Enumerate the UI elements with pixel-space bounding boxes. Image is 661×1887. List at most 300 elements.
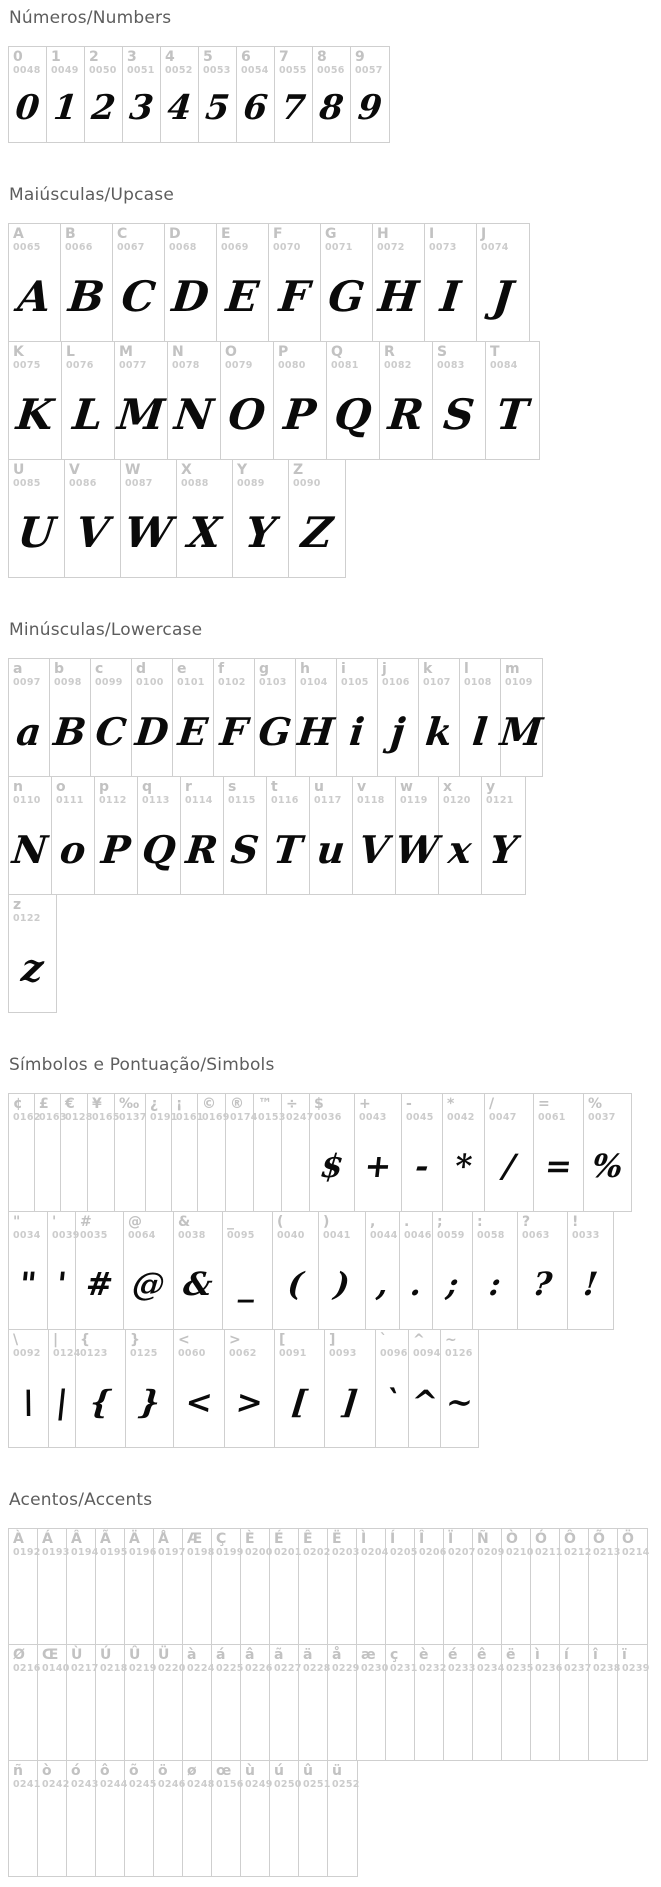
cell-unicode-code: 0101 xyxy=(177,676,205,688)
cell-glyph: T xyxy=(271,826,305,872)
cell-glyph xyxy=(560,1558,593,1642)
char-cell xyxy=(237,47,275,142)
cell-char-label: Y xyxy=(237,462,248,478)
cell-unicode-code: 0119 xyxy=(400,794,428,806)
cell-glyph: N xyxy=(10,826,50,872)
cell-glyph: 3 xyxy=(127,87,156,128)
glyph-row xyxy=(8,658,543,777)
cell-glyph xyxy=(531,1674,564,1758)
cell-char-label: ë xyxy=(506,1647,516,1663)
cell-char-label: d xyxy=(136,661,147,677)
char-cell xyxy=(433,342,486,459)
char-cell xyxy=(9,1330,49,1447)
cell-unicode-code: 0198 xyxy=(187,1546,215,1558)
char-cell xyxy=(419,659,460,776)
cell-glyph: * xyxy=(453,1146,474,1185)
font-section xyxy=(8,185,661,578)
cell-glyph: = xyxy=(543,1146,574,1185)
cell-char-label: o xyxy=(56,779,66,795)
cell-glyph: 4 xyxy=(165,87,194,128)
cell-glyph xyxy=(114,1123,149,1209)
cell-char-label: â xyxy=(245,1647,255,1663)
cell-char-label: è xyxy=(419,1647,429,1663)
cell-char-label: ¢ xyxy=(13,1096,23,1112)
char-cell xyxy=(199,47,237,142)
cell-char-label: Ä xyxy=(129,1531,140,1547)
char-cell xyxy=(589,1529,621,1644)
char-cell xyxy=(221,342,274,459)
cell-char-label: P xyxy=(278,344,289,360)
char-cell xyxy=(138,777,181,894)
cell-char-label: > xyxy=(229,1332,241,1348)
cell-unicode-code: 0174 xyxy=(230,1111,258,1123)
char-cell xyxy=(353,777,396,894)
cell-glyph: { xyxy=(88,1382,113,1421)
char-cell xyxy=(270,1645,302,1760)
char-cell xyxy=(9,460,65,577)
glyph-row xyxy=(8,459,346,578)
cell-glyph xyxy=(183,1558,216,1642)
cell-char-label: ó xyxy=(71,1763,81,1779)
char-cell xyxy=(65,460,121,577)
cell-char-label: A xyxy=(13,226,24,242)
cell-unicode-code: 0068 xyxy=(169,241,197,253)
cell-unicode-code: 0079 xyxy=(225,359,253,371)
char-cell xyxy=(9,895,56,1012)
cell-char-label: a xyxy=(13,661,23,677)
char-cell xyxy=(328,1761,360,1876)
char-cell xyxy=(498,659,545,776)
cell-unicode-code: 0228 xyxy=(303,1662,331,1674)
cell-unicode-code: 0063 xyxy=(522,1229,550,1241)
char-cell xyxy=(531,1529,563,1644)
cell-glyph: } xyxy=(137,1382,162,1421)
cell-char-label: ' xyxy=(52,1214,57,1230)
cell-unicode-code: 0040 xyxy=(277,1229,305,1241)
char-cell xyxy=(409,1330,441,1447)
cell-unicode-code: 0227 xyxy=(274,1662,302,1674)
cell-char-label: ì xyxy=(535,1647,540,1663)
cell-char-label: Á xyxy=(42,1531,53,1547)
cell-glyph: , xyxy=(374,1264,391,1303)
cell-unicode-code: 0066 xyxy=(65,241,93,253)
cell-unicode-code: 0117 xyxy=(314,794,342,806)
char-cell xyxy=(327,342,380,459)
cell-glyph: G xyxy=(256,708,294,754)
cell-char-label: Q xyxy=(331,344,343,360)
cell-glyph: B xyxy=(66,271,107,321)
cell-unicode-code: 0099 xyxy=(95,676,123,688)
cell-char-label: ™ xyxy=(258,1096,272,1112)
cell-unicode-code: 0062 xyxy=(229,1347,257,1359)
cell-unicode-code: 0156 xyxy=(216,1778,244,1790)
cell-glyph: E xyxy=(223,271,262,321)
cell-unicode-code: 0235 xyxy=(506,1662,534,1674)
char-cell xyxy=(174,1212,223,1329)
char-cell xyxy=(121,460,177,577)
cell-char-label: w xyxy=(400,779,413,795)
cell-char-label: r xyxy=(185,779,192,795)
font-section xyxy=(8,1490,661,1877)
cell-glyph xyxy=(9,1790,42,1874)
cell-glyph: Z xyxy=(299,507,335,557)
cell-char-label: ] xyxy=(329,1332,336,1348)
cell-char-label: ` xyxy=(380,1332,387,1348)
cell-unicode-code: 0076 xyxy=(66,359,94,371)
cell-char-label: 8 xyxy=(317,49,327,65)
cell-glyph: u xyxy=(314,826,348,872)
cell-glyph: 0 xyxy=(13,87,42,128)
char-cell xyxy=(61,1094,93,1211)
cell-unicode-code: 0248 xyxy=(187,1778,215,1790)
cell-unicode-code: 0050 xyxy=(89,64,117,76)
char-cell xyxy=(76,1330,126,1447)
cell-unicode-code: 0110 xyxy=(13,794,41,806)
cell-unicode-code: 0250 xyxy=(274,1778,302,1790)
char-cell xyxy=(378,659,419,776)
char-cell xyxy=(321,224,373,341)
cell-unicode-code: 0061 xyxy=(538,1111,566,1123)
char-cell xyxy=(444,1529,476,1644)
cell-glyph xyxy=(125,1674,158,1758)
char-cell xyxy=(173,659,214,776)
cell-unicode-code: 0137 xyxy=(119,1111,147,1123)
cell-glyph xyxy=(212,1674,245,1758)
cell-unicode-code: 0047 xyxy=(489,1111,517,1123)
cell-glyph xyxy=(125,1558,158,1642)
cell-unicode-code: 0122 xyxy=(13,912,41,924)
char-cell xyxy=(270,1529,302,1644)
cell-char-label: C xyxy=(117,226,128,242)
cell-glyph xyxy=(299,1790,332,1874)
cell-char-label: e xyxy=(177,661,187,677)
cell-unicode-code: 0114 xyxy=(185,794,213,806)
cell-char-label: ‰ xyxy=(119,1096,140,1112)
cell-unicode-code: 0163 xyxy=(39,1111,67,1123)
char-cell xyxy=(425,224,477,341)
cell-char-label: 7 xyxy=(279,49,289,65)
cell-unicode-code: 0197 xyxy=(158,1546,186,1558)
cell-char-label: ) xyxy=(323,1214,330,1230)
char-cell xyxy=(560,1645,592,1760)
cell-char-label: É xyxy=(274,1531,284,1547)
char-cell xyxy=(386,1529,418,1644)
cell-char-label: B xyxy=(65,226,76,242)
cell-char-label: " xyxy=(13,1214,21,1230)
cell-unicode-code: 0096 xyxy=(380,1347,408,1359)
cell-unicode-code: 0098 xyxy=(54,676,82,688)
cell-unicode-code: 0105 xyxy=(341,676,369,688)
cell-unicode-code: 0108 xyxy=(464,676,492,688)
cell-glyph: k xyxy=(423,708,455,754)
cell-unicode-code: 0041 xyxy=(323,1229,351,1241)
cell-char-label: S xyxy=(437,344,448,360)
cell-char-label: œ xyxy=(216,1763,232,1779)
cell-glyph xyxy=(154,1558,187,1642)
cell-unicode-code: 0091 xyxy=(279,1347,307,1359)
cell-unicode-code: 0118 xyxy=(357,794,385,806)
cell-unicode-code: 0216 xyxy=(13,1662,41,1674)
char-cell xyxy=(313,47,351,142)
font-section xyxy=(8,1055,661,1448)
character-map xyxy=(8,8,661,1877)
cell-unicode-code: 0226 xyxy=(245,1662,273,1674)
char-cell xyxy=(584,1094,631,1211)
char-cell xyxy=(9,1529,41,1644)
cell-char-label: £ xyxy=(39,1096,49,1112)
cell-char-label: ! xyxy=(572,1214,579,1230)
cell-unicode-code: 0065 xyxy=(13,241,41,253)
cell-char-label: O xyxy=(225,344,237,360)
char-cell xyxy=(373,224,425,341)
char-cell xyxy=(415,1645,447,1760)
cell-unicode-code: 0213 xyxy=(593,1546,621,1558)
char-cell xyxy=(9,1094,41,1211)
glyph-row xyxy=(8,341,540,460)
cell-unicode-code: 0100 xyxy=(136,676,164,688)
cell-unicode-code: 0120 xyxy=(443,794,471,806)
cell-unicode-code: 0194 xyxy=(71,1546,99,1558)
char-cell xyxy=(181,777,224,894)
cell-glyph: L xyxy=(70,389,106,439)
cell-glyph xyxy=(38,1674,71,1758)
char-cell xyxy=(473,1645,505,1760)
char-cell xyxy=(460,659,501,776)
cell-glyph: M xyxy=(115,389,167,439)
cell-unicode-code: 0051 xyxy=(127,64,155,76)
cell-glyph: x xyxy=(446,826,474,872)
char-cell xyxy=(241,1761,273,1876)
cell-glyph xyxy=(241,1674,274,1758)
char-cell xyxy=(486,342,539,459)
char-cell xyxy=(618,1529,650,1644)
char-cell xyxy=(165,224,217,341)
cell-unicode-code: 0103 xyxy=(259,676,287,688)
char-cell xyxy=(482,777,525,894)
cell-glyph: 9 xyxy=(356,87,384,128)
cell-char-label: . xyxy=(404,1214,410,1230)
char-cell xyxy=(289,460,345,577)
glyph-row xyxy=(8,46,390,143)
glyph-row xyxy=(8,1211,614,1330)
cell-unicode-code: 0102 xyxy=(218,676,246,688)
cell-char-label: © xyxy=(202,1096,216,1112)
cell-glyph xyxy=(357,1558,390,1642)
char-cell xyxy=(62,342,115,459)
char-cell xyxy=(132,659,173,776)
char-cell xyxy=(214,659,255,776)
cell-char-label: Æ xyxy=(187,1531,203,1547)
cell-unicode-code: 0219 xyxy=(129,1662,157,1674)
cell-glyph: ) xyxy=(332,1264,352,1303)
cell-unicode-code: 0242 xyxy=(42,1778,70,1790)
cell-unicode-code: 0069 xyxy=(221,241,249,253)
cell-unicode-code: 0229 xyxy=(332,1662,360,1674)
cell-glyph xyxy=(60,1123,91,1209)
cell-glyph: 7 xyxy=(279,87,308,128)
section-title: Números/Numbers xyxy=(9,8,172,28)
cell-glyph: V xyxy=(73,507,112,557)
cell-char-label: R xyxy=(384,344,395,360)
char-cell xyxy=(76,1212,124,1329)
cell-char-label: [ xyxy=(279,1332,286,1348)
cell-glyph: 1 xyxy=(51,87,80,128)
cell-unicode-code: 0054 xyxy=(241,64,269,76)
char-cell xyxy=(174,1330,225,1447)
section-title: Símbolos e Pontuação/Simbols xyxy=(9,1055,275,1075)
cell-char-label: Ì xyxy=(361,1531,367,1547)
cell-unicode-code: 0252 xyxy=(332,1778,360,1790)
cell-unicode-code: 0037 xyxy=(588,1111,616,1123)
cell-glyph: 2 xyxy=(89,87,118,128)
cell-glyph xyxy=(299,1558,332,1642)
cell-char-label: # xyxy=(80,1214,92,1230)
cell-char-label: s xyxy=(228,779,237,795)
cell-glyph: [ xyxy=(289,1382,310,1421)
cell-char-label: N xyxy=(172,344,184,360)
cell-glyph: - xyxy=(413,1146,431,1185)
cell-glyph xyxy=(502,1558,535,1642)
char-cell xyxy=(9,47,47,142)
cell-glyph: . xyxy=(408,1264,424,1303)
cell-unicode-code: 0121 xyxy=(486,794,514,806)
cell-unicode-code: 0104 xyxy=(300,676,328,688)
cell-char-label: 5 xyxy=(203,49,213,65)
char-cell xyxy=(88,1094,120,1211)
cell-char-label: Ó xyxy=(535,1531,547,1547)
char-cell xyxy=(415,1529,447,1644)
cell-glyph: W xyxy=(393,826,441,872)
cell-glyph: P xyxy=(281,389,319,439)
cell-unicode-code: 0070 xyxy=(273,241,301,253)
cell-char-label: ; xyxy=(437,1214,443,1230)
cell-glyph xyxy=(241,1790,274,1874)
char-cell xyxy=(125,1529,157,1644)
cell-char-label: E xyxy=(221,226,231,242)
cell-glyph xyxy=(357,1674,390,1758)
cell-glyph: ' xyxy=(54,1264,69,1303)
cell-unicode-code: 0106 xyxy=(382,676,410,688)
cell-char-label: ( xyxy=(277,1214,284,1230)
char-cell xyxy=(241,1645,273,1760)
cell-char-label: U xyxy=(13,462,25,478)
cell-glyph: ; xyxy=(444,1264,461,1303)
char-cell xyxy=(61,224,113,341)
cell-glyph xyxy=(212,1558,245,1642)
cell-char-label: ä xyxy=(303,1647,313,1663)
cell-char-label: 3 xyxy=(127,49,137,65)
cell-char-label: ö xyxy=(158,1763,168,1779)
cell-unicode-code: 0165 xyxy=(92,1111,120,1123)
cell-char-label: @ xyxy=(128,1214,142,1230)
char-cell xyxy=(299,1529,331,1644)
cell-glyph xyxy=(386,1674,419,1758)
cell-glyph xyxy=(197,1123,229,1209)
cell-glyph: P xyxy=(99,826,133,872)
cell-unicode-code: 0192 xyxy=(13,1546,41,1558)
glyph-row xyxy=(8,894,57,1013)
cell-unicode-code: 0071 xyxy=(325,241,353,253)
cell-char-label: H xyxy=(377,226,389,242)
char-cell xyxy=(299,1761,331,1876)
cell-unicode-code: 0239 xyxy=(622,1662,650,1674)
cell-char-label: Û xyxy=(129,1647,141,1663)
cell-glyph: ` xyxy=(382,1382,402,1421)
cell-char-label: l xyxy=(464,661,469,677)
cell-unicode-code: 0233 xyxy=(448,1662,476,1674)
char-cell xyxy=(560,1529,592,1644)
cell-glyph: S xyxy=(228,826,262,872)
cell-glyph: ? xyxy=(531,1264,554,1303)
cell-char-label: ô xyxy=(100,1763,110,1779)
glyph-row xyxy=(8,1093,632,1212)
cell-glyph: I xyxy=(438,271,463,321)
char-cell xyxy=(9,659,50,776)
cell-unicode-code: 0210 xyxy=(506,1546,534,1558)
cell-char-label: f xyxy=(218,661,225,677)
cell-char-label: Ñ xyxy=(477,1531,489,1547)
cell-glyph: z xyxy=(19,944,46,990)
cell-glyph xyxy=(38,1790,71,1874)
cell-char-label: Ø xyxy=(13,1647,25,1663)
cell-unicode-code: 0077 xyxy=(119,359,147,371)
char-cell xyxy=(267,777,310,894)
cell-char-label: ç xyxy=(390,1647,399,1663)
cell-glyph: V xyxy=(356,826,392,872)
cell-char-label: æ xyxy=(361,1647,376,1663)
cell-unicode-code: 0059 xyxy=(437,1229,465,1241)
cell-glyph: W xyxy=(122,507,175,557)
cell-glyph xyxy=(154,1674,187,1758)
char-cell xyxy=(212,1529,244,1644)
cell-unicode-code: 0078 xyxy=(172,359,200,371)
cell-unicode-code: 0251 xyxy=(303,1778,331,1790)
char-cell xyxy=(125,1761,157,1876)
char-cell xyxy=(35,1094,67,1211)
char-cell xyxy=(299,1645,331,1760)
cell-char-label: ~ xyxy=(445,1332,457,1348)
cell-char-label: + xyxy=(359,1096,371,1112)
cell-unicode-code: 0113 xyxy=(142,794,170,806)
cell-unicode-code: 0245 xyxy=(129,1778,157,1790)
char-cell xyxy=(183,1645,215,1760)
cell-unicode-code: 0161 xyxy=(176,1111,204,1123)
cell-char-label: j xyxy=(382,661,387,677)
cell-unicode-code: 0072 xyxy=(377,241,405,253)
cell-unicode-code: 0082 xyxy=(384,359,412,371)
cell-glyph: i xyxy=(347,708,367,754)
char-cell xyxy=(269,224,321,341)
cell-glyph: Y xyxy=(487,826,520,872)
cell-glyph xyxy=(253,1123,285,1209)
char-cell xyxy=(38,1529,70,1644)
cell-char-label: ¡ xyxy=(176,1096,183,1112)
cell-char-label: € xyxy=(65,1096,75,1112)
char-cell xyxy=(9,224,61,341)
font-section xyxy=(8,8,661,143)
char-cell xyxy=(433,1212,473,1329)
cell-unicode-code: 0153 xyxy=(258,1111,286,1123)
cell-glyph xyxy=(299,1674,332,1758)
char-cell xyxy=(224,777,267,894)
cell-glyph: J xyxy=(490,271,516,321)
cell-unicode-code: 0109 xyxy=(505,676,533,688)
cell-unicode-code: 0043 xyxy=(359,1111,387,1123)
cell-glyph: A xyxy=(15,271,54,321)
cell-char-label: _ xyxy=(227,1214,234,1230)
cell-glyph: \ xyxy=(20,1382,37,1421)
cell-char-label: í xyxy=(564,1647,569,1663)
